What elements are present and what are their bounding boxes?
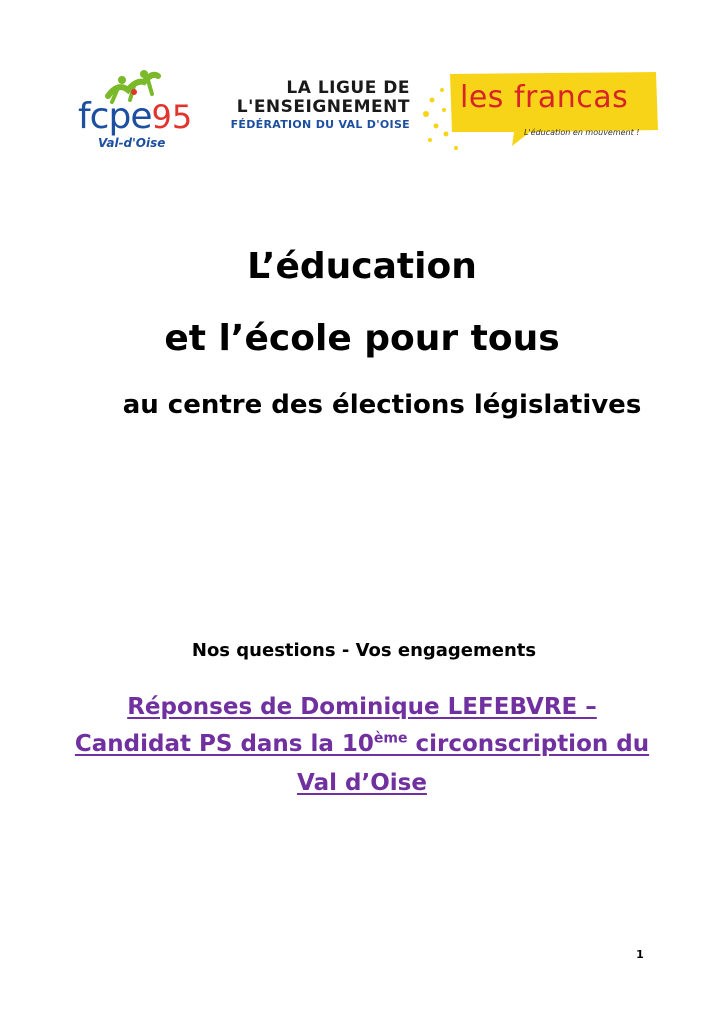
francas-tagline: L'éducation en mouvement !: [524, 128, 640, 137]
ligue-line-2: L'ENSEIGNEMENT: [236, 97, 410, 117]
subtitle: Nos questions - Vos engagements: [191, 640, 537, 661]
page-number: 1: [636, 948, 644, 961]
fcpe-wordmark: [78, 96, 192, 137]
fcpe-logo: [78, 66, 208, 156]
fcpe-number: 95: [151, 98, 193, 136]
response-line-2: [0, 731, 724, 757]
francas-name: les francas: [460, 80, 629, 115]
ligue-enseignement-logo: [230, 78, 410, 138]
response-superscript: ème: [373, 730, 408, 747]
ligue-line-3: FÉDÉRATION DU VAL D'OISE: [230, 118, 410, 131]
response-line-1: Réponses de Dominique LEFEBVRE –: [127, 694, 597, 720]
ligue-line-1: LA LIGUE DE: [286, 78, 410, 98]
title-line-2: et l’école pour tous: [164, 318, 560, 359]
fcpe-name: fcpe: [78, 96, 152, 137]
response-line-2-start: Candidat PS dans la 10: [74, 731, 374, 757]
title-line-1: L’éducation: [247, 246, 477, 287]
response-line-2-end: circonscription du: [407, 731, 650, 757]
fcpe-region: Val-d'Oise: [98, 136, 166, 150]
title-line-3: au centre des élections législatives: [122, 390, 642, 420]
response-line-3: Val d’Oise: [297, 770, 427, 796]
francas-logo: [420, 70, 660, 160]
